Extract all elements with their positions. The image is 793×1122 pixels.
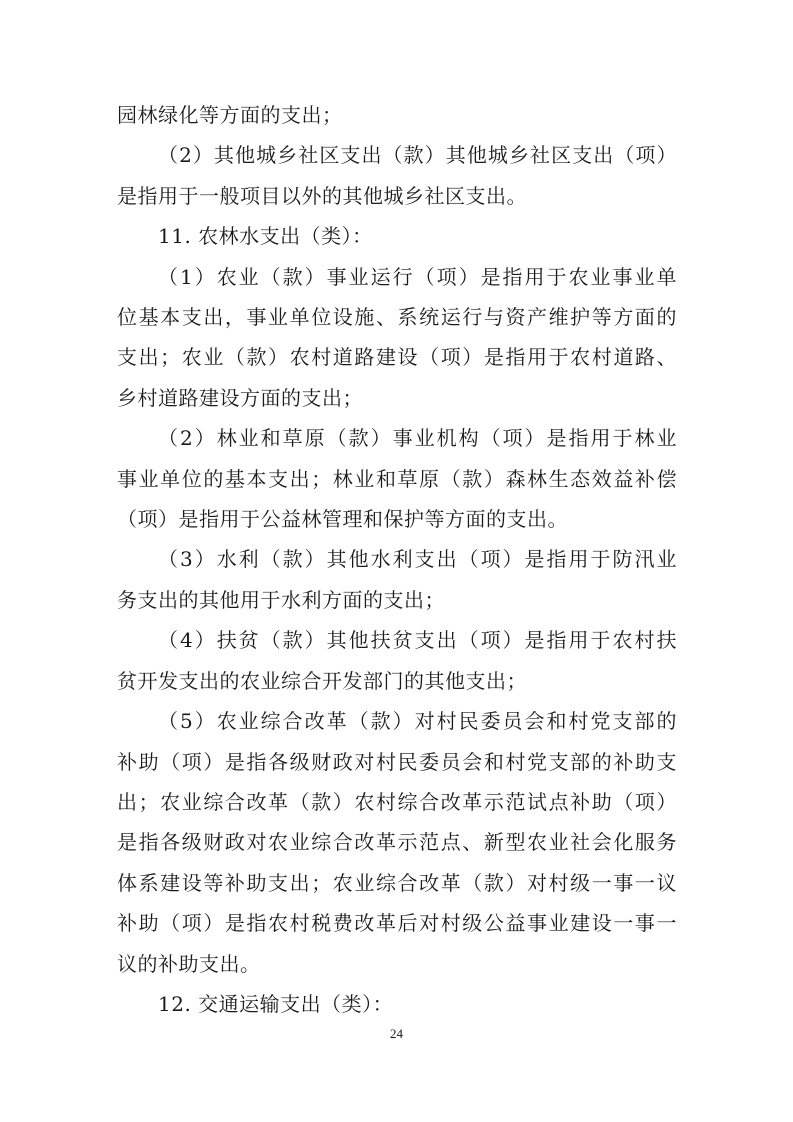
doc-line-heading-12: 12. 交通运输支出（类）：: [158, 991, 394, 1016]
doc-line: 补助（项）是指各级财政对村民委员会和村党支部的补助支: [117, 749, 677, 774]
doc-line: 务支出的其他用于水利方面的支出；: [117, 587, 445, 612]
doc-line: （5）农业综合改革（款）对村民委员会和村党支部的: [158, 709, 677, 734]
doc-line: 是指各级财政对农业综合改革示范点、新型农业社会化服务: [117, 830, 677, 855]
doc-line: 贫开发支出的农业综合开发部门的其他支出；: [117, 668, 527, 693]
doc-line: 园林绿化等方面的支出；: [117, 103, 343, 127]
doc-line: （1）农业（款）事业运行（项）是指用于农业事业单: [158, 264, 677, 289]
doc-line: 乡村道路建设方面的支出；: [117, 385, 363, 410]
doc-line-heading-11: 11. 农林水支出（类）：: [158, 224, 373, 249]
doc-line: 补助（项）是指农村税费改革后对村级公益事业建设一事一: [117, 911, 677, 936]
doc-line: 议的补助支出。: [117, 951, 261, 976]
doc-line: （3）水利（款）其他水利支出（项）是指用于防汛业: [158, 547, 677, 572]
document-body: [117, 95, 677, 1024]
doc-line: 事业单位的基本支出；林业和草原（款）森林生态效益补偿: [117, 466, 677, 491]
doc-line: （项）是指用于公益林管理和保护等方面的支出。: [117, 507, 568, 532]
doc-line: 位基本支出，事业单位设施、系统运行与资产维护等方面的: [117, 305, 677, 330]
doc-line: （2）其他城乡社区支出（款）其他城乡社区支出（项）: [158, 143, 677, 168]
doc-line: 是指用于一般项目以外的其他城乡社区支出。: [117, 183, 527, 208]
page-number: 24: [390, 1026, 403, 1041]
doc-line: 出；农业综合改革（款）农村综合改革示范试点补助（项）: [117, 789, 677, 814]
doc-line: （4）扶贫（款）其他扶贫支出（项）是指用于农村扶: [158, 628, 677, 653]
doc-line: 体系建设等补助支出；农业综合改革（款）对村级一事一议: [117, 870, 677, 895]
doc-line: （2）林业和草原（款）事业机构（项）是指用于林业: [158, 426, 677, 451]
doc-line: 支出；农业（款）农村道路建设（项）是指用于农村道路、: [117, 345, 677, 370]
